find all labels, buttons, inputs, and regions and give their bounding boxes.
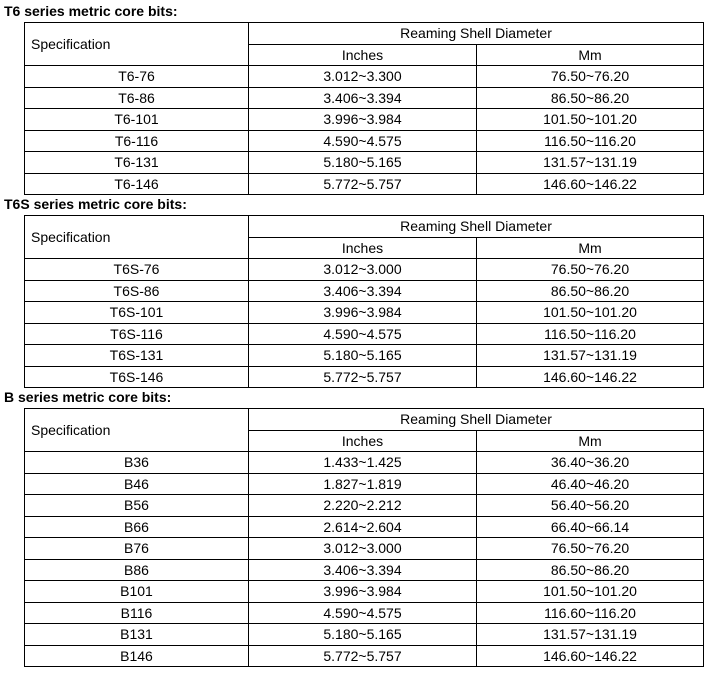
- table-row: [25, 302, 704, 324]
- mm-cell: 46.40~46.20: [477, 473, 704, 495]
- spec-cell: T6-131: [25, 152, 249, 174]
- mm-cell: 131.57~131.19: [477, 624, 704, 646]
- table-row: [25, 66, 704, 88]
- mm-cell: 116.50~116.20: [477, 323, 704, 345]
- inches-cell: 4.590~4.575: [249, 602, 477, 624]
- mm-cell: 116.50~116.20: [477, 130, 704, 152]
- table-row: [25, 538, 704, 560]
- reaming-shell-diameter-header: Reaming Shell Diameter: [249, 23, 704, 45]
- spec-table-b: [24, 408, 704, 667]
- specification-header: Specification: [25, 409, 249, 452]
- mm-cell: 86.50~86.20: [477, 559, 704, 581]
- table-row: [25, 173, 704, 195]
- spec-cell: T6S-101: [25, 302, 249, 324]
- table-row: [25, 345, 704, 367]
- table-row: [25, 259, 704, 281]
- inches-header: Inches: [249, 431, 477, 452]
- inches-cell: 5.772~5.757: [249, 366, 477, 388]
- mm-header: Mm: [477, 238, 704, 259]
- spec-table-t6s: [24, 215, 704, 388]
- spec-cell: B56: [25, 495, 249, 517]
- spec-cell: T6-116: [25, 130, 249, 152]
- mm-cell: 101.50~101.20: [477, 109, 704, 131]
- mm-cell: 66.40~66.14: [477, 516, 704, 538]
- mm-header: Mm: [477, 431, 704, 452]
- table-row: [25, 581, 704, 603]
- spec-cell: T6S-86: [25, 280, 249, 302]
- mm-cell: 36.40~36.20: [477, 452, 704, 474]
- mm-cell: 101.50~101.20: [477, 302, 704, 324]
- table-row: [25, 87, 704, 109]
- mm-cell: 146.60~146.22: [477, 645, 704, 667]
- mm-cell: 146.60~146.22: [477, 173, 704, 195]
- specification-header: Specification: [25, 216, 249, 259]
- mm-cell: 131.57~131.19: [477, 152, 704, 174]
- specification-header: Specification: [25, 23, 249, 66]
- inches-cell: 1.433~1.425: [249, 452, 477, 474]
- spec-cell: T6-101: [25, 109, 249, 131]
- table-row: [25, 495, 704, 517]
- inches-cell: 3.012~3.300: [249, 66, 477, 88]
- spec-cell: T6S-131: [25, 345, 249, 367]
- inches-cell: 5.772~5.757: [249, 173, 477, 195]
- mm-header: Mm: [477, 45, 704, 66]
- inches-header: Inches: [249, 238, 477, 259]
- mm-cell: 76.50~76.20: [477, 66, 704, 88]
- table-row: [25, 473, 704, 495]
- mm-cell: 116.60~116.20: [477, 602, 704, 624]
- mm-cell: 76.50~76.20: [477, 538, 704, 560]
- inches-cell: 5.180~5.165: [249, 345, 477, 367]
- mm-cell: 131.57~131.19: [477, 345, 704, 367]
- spec-cell: B86: [25, 559, 249, 581]
- inches-cell: 3.406~3.394: [249, 280, 477, 302]
- spec-cell: B146: [25, 645, 249, 667]
- inches-cell: 3.996~3.984: [249, 302, 477, 324]
- spec-cell: T6-76: [25, 66, 249, 88]
- spec-cell: T6S-76: [25, 259, 249, 281]
- mm-cell: 86.50~86.20: [477, 280, 704, 302]
- table-row: [25, 109, 704, 131]
- spec-cell: B131: [25, 624, 249, 646]
- table-row: [25, 516, 704, 538]
- spec-cell: B46: [25, 473, 249, 495]
- table-row: [25, 452, 704, 474]
- inches-cell: 5.180~5.165: [249, 624, 477, 646]
- spec-cell: B76: [25, 538, 249, 560]
- table-row: [25, 624, 704, 646]
- spec-cell: T6S-116: [25, 323, 249, 345]
- inches-cell: 2.220~2.212: [249, 495, 477, 517]
- inches-cell: 1.827~1.819: [249, 473, 477, 495]
- inches-cell: 4.590~4.575: [249, 323, 477, 345]
- table-row: [25, 280, 704, 302]
- spec-cell: T6-86: [25, 87, 249, 109]
- section-title: B series metric core bits:: [4, 389, 172, 405]
- reaming-shell-diameter-header: Reaming Shell Diameter: [249, 409, 704, 431]
- mm-cell: 86.50~86.20: [477, 87, 704, 109]
- inches-cell: 3.406~3.394: [249, 559, 477, 581]
- inches-cell: 3.996~3.984: [249, 109, 477, 131]
- inches-cell: 5.772~5.757: [249, 645, 477, 667]
- inches-cell: 4.590~4.575: [249, 130, 477, 152]
- section-title: T6S series metric core bits:: [4, 196, 187, 212]
- inches-cell: 3.996~3.984: [249, 581, 477, 603]
- table-row: [25, 130, 704, 152]
- spec-cell: T6S-146: [25, 366, 249, 388]
- table-row: [25, 366, 704, 388]
- spec-cell: B101: [25, 581, 249, 603]
- inches-cell: 3.012~3.000: [249, 538, 477, 560]
- spec-cell: B36: [25, 452, 249, 474]
- table-row: [25, 645, 704, 667]
- inches-cell: 3.012~3.000: [249, 259, 477, 281]
- inches-cell: 5.180~5.165: [249, 152, 477, 174]
- section-title: T6 series metric core bits:: [4, 3, 178, 19]
- inches-cell: 3.406~3.394: [249, 87, 477, 109]
- table-row: [25, 602, 704, 624]
- mm-cell: 76.50~76.20: [477, 259, 704, 281]
- spec-cell: B66: [25, 516, 249, 538]
- spec-table-t6: [24, 22, 704, 195]
- reaming-shell-diameter-header: Reaming Shell Diameter: [249, 216, 704, 238]
- inches-cell: 2.614~2.604: [249, 516, 477, 538]
- table-row: [25, 152, 704, 174]
- mm-cell: 56.40~56.20: [477, 495, 704, 517]
- mm-cell: 101.50~101.20: [477, 581, 704, 603]
- spec-cell: B116: [25, 602, 249, 624]
- inches-header: Inches: [249, 45, 477, 66]
- table-row: [25, 323, 704, 345]
- mm-cell: 146.60~146.22: [477, 366, 704, 388]
- table-row: [25, 559, 704, 581]
- spec-cell: T6-146: [25, 173, 249, 195]
